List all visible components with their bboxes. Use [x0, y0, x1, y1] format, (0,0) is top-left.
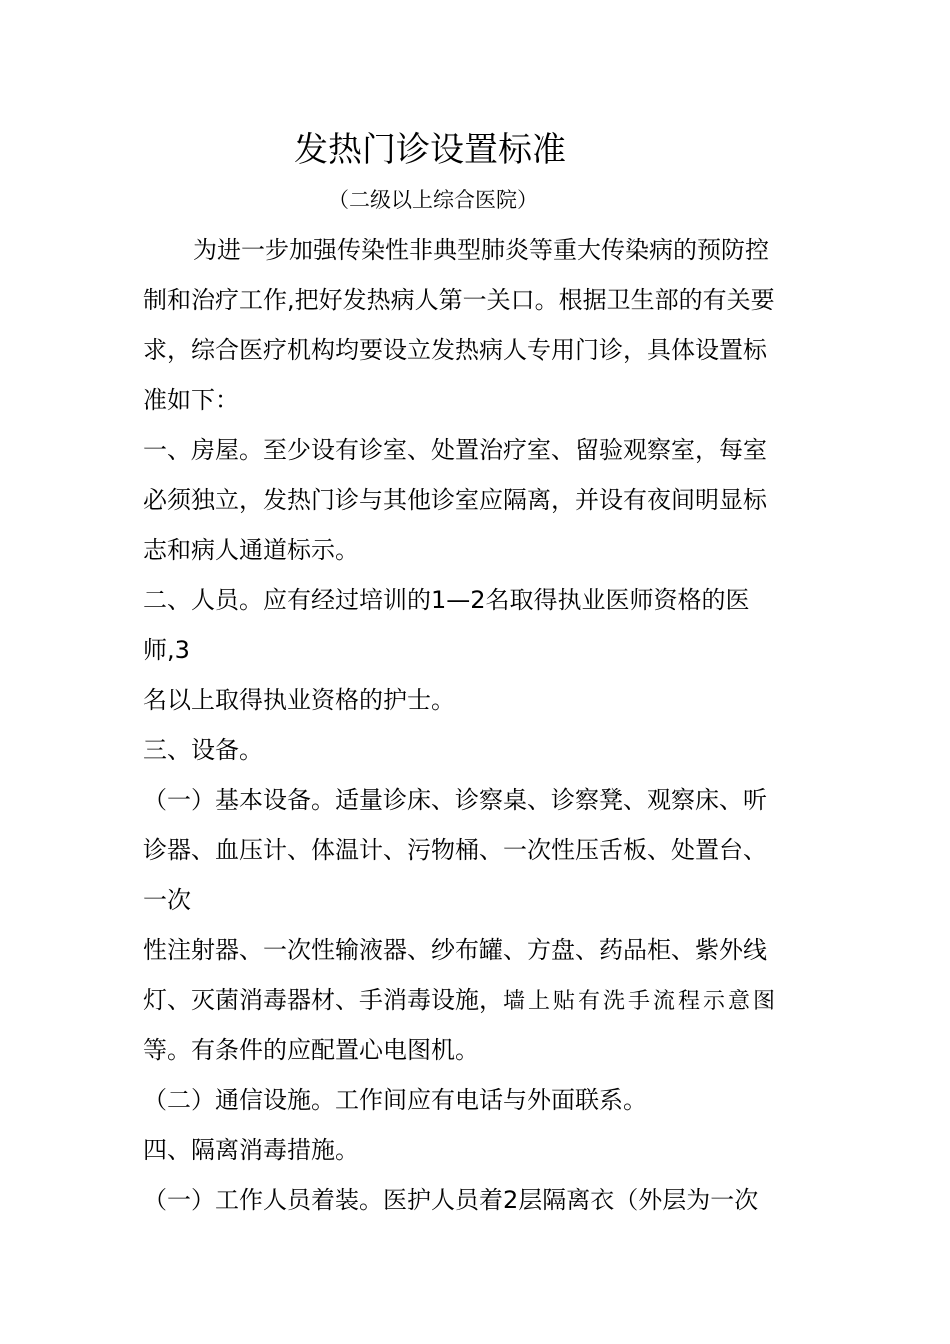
equipment-basic-line-6: 等。有条件的应配置心电图机。 — [143, 1036, 479, 1064]
equipment-communication-line: （二）通信设施。工作间应有电话与外面联系。 — [143, 1086, 647, 1114]
equipment-basic-line-3: 一次 — [143, 886, 191, 914]
document-subtitle: （二级以上综合医院） — [328, 188, 538, 212]
paragraph-line-1: 为进一步加强传染性非典型肺炎等重大传染病的预防控 — [193, 236, 769, 264]
equipment-basic-line-1: （一）基本设备。适量诊床、诊察桌、诊察凳、观察床、听 — [143, 786, 767, 814]
section-housing-line-3: 志和病人通道标示。 — [143, 536, 359, 564]
section-staff-line-2: 师,3 — [143, 636, 190, 664]
section-staff-line-3: 名以上取得执业资格的护士。 — [143, 686, 455, 714]
equipment-basic-line-5 — [143, 984, 778, 1018]
document-title: 发热门诊设置标准 — [294, 130, 566, 170]
paragraph-line-2: 制和治疗工作,把好发热病人第一关口。根据卫生部的有关要 — [143, 286, 775, 314]
section-staff-line-1: 二、人员。应有经过培训的1—2名取得执业医师资格的医 — [143, 586, 750, 614]
equipment-basic-line-5-part-b: 墙上贴有洗手流程示意图 — [503, 989, 779, 1014]
equipment-basic-line-4: 性注射器、一次性输液器、纱布罐、方盘、药品柜、紫外线 — [143, 936, 767, 964]
section-equipment-heading: 三、设备。 — [143, 736, 263, 764]
isolation-attire-line-1: （一）工作人员着装。医护人员着2层隔离衣（外层为一次 — [143, 1186, 759, 1214]
section-isolation-heading: 四、隔离消毒措施。 — [143, 1136, 359, 1164]
paragraph-line-4: 准如下： — [143, 386, 239, 414]
equipment-basic-line-5-part-a: 灯、灭菌消毒器材、手消毒设施， — [143, 986, 503, 1014]
section-housing-line-1: 一、房屋。至少设有诊室、处置治疗室、留验观察室，每室 — [143, 436, 767, 464]
equipment-basic-line-2: 诊器、血压计、体温计、污物桶、一次性压舌板、处置台、 — [143, 836, 767, 864]
paragraph-line-3: 求，综合医疗机构均要设立发热病人专用门诊，具体设置标 — [143, 336, 767, 364]
section-housing-line-2: 必须独立，发热门诊与其他诊室应隔离，并设有夜间明显标 — [143, 486, 767, 514]
